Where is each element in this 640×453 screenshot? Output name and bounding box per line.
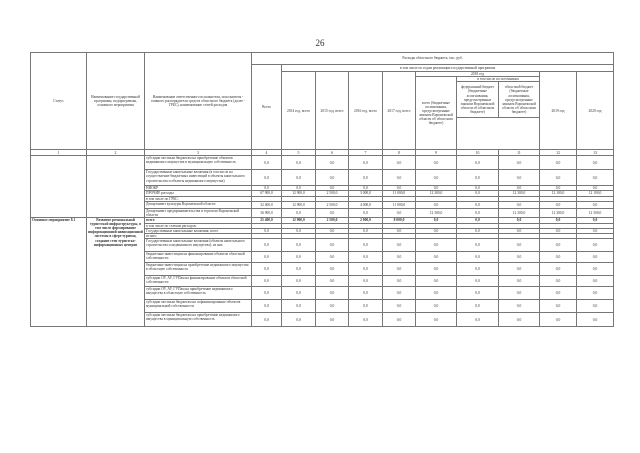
value-cell: 0,0 — [540, 229, 577, 234]
budget-table — [30, 52, 614, 327]
value-cell: 0,0 — [349, 313, 383, 327]
column-index-cell: 3 — [145, 150, 252, 156]
header-2020: 2020 год — [577, 72, 614, 150]
value-cell: 0,0 — [252, 263, 282, 276]
value-cell: 0,0 — [349, 287, 383, 300]
header-2019: 2019 год — [540, 72, 577, 150]
value-cell: 2 500,0 — [316, 217, 349, 223]
value-cell: 0,0 — [282, 208, 316, 217]
row-label: Государственные капитальные вложения (в том числе на осуществление бюджетных инвестиций в объекты капитального строительства и объекты недвижимого имущества) — [145, 170, 252, 186]
value-cell: 0,0 — [540, 186, 577, 191]
value-cell: 0,0 — [540, 201, 577, 208]
value-cell: 0,0 — [457, 229, 499, 234]
value-cell: 0,0 — [349, 252, 383, 263]
value-cell: 0,0 — [457, 170, 499, 186]
value-cell: 0,0 — [383, 208, 416, 217]
value-cell: 0,0 — [252, 186, 282, 191]
value-cell: 0,0 — [383, 239, 416, 252]
header-2018: 2018 год — [416, 72, 540, 77]
value-cell: 0,0 — [457, 300, 499, 313]
value-cell: 0,0 — [577, 239, 614, 252]
value-cell: 0,0 — [316, 239, 349, 252]
value-cell: 0,0 — [282, 300, 316, 313]
value-cell: 4 000,0 — [349, 201, 383, 208]
column-index-cell: 2 — [87, 150, 145, 156]
value-cell: 0,0 — [499, 229, 540, 234]
column-index-cell: 1 — [31, 150, 87, 156]
value-cell: 0,0 — [416, 313, 457, 327]
value-cell: 0,0 — [316, 170, 349, 186]
value-cell: 12 300,0 — [499, 191, 540, 196]
value-cell: 12 300,0 — [499, 208, 540, 217]
column-index-cell: 6 — [316, 150, 349, 156]
header-2018-total: всего (бюджетные ассигнования, предусмотренные законом Воронежской области об областном бюджете) — [416, 77, 457, 150]
value-cell: 0,0 — [577, 276, 614, 287]
value-cell: 0,0 — [316, 276, 349, 287]
column-index-cell: 9 — [416, 150, 457, 156]
value-cell: 0,0 — [282, 287, 316, 300]
row-label: всего — [145, 217, 252, 223]
column-index-cell: 10 — [457, 150, 499, 156]
value-cell: 0,0 — [416, 186, 457, 191]
value-cell: 0,0 — [252, 156, 282, 170]
value-cell: 8 000,0 — [383, 217, 416, 223]
value-cell: 0,0 — [416, 201, 457, 208]
value-cell: 12 300,0 — [577, 208, 614, 217]
value-cell: 0,0 — [282, 239, 316, 252]
value-cell: 0,0 — [383, 156, 416, 170]
value-cell: 0,0 — [282, 313, 316, 327]
page-number: 26 — [315, 38, 325, 48]
value-cell: 0,0 — [577, 201, 614, 208]
value-cell: 0,0 — [577, 287, 614, 300]
row-label: ПРОЧИЕ расходы — [145, 191, 252, 196]
column-index-cell: 11 — [499, 150, 540, 156]
value-cell: 0,0 — [383, 170, 416, 186]
value-cell: 0,0 — [383, 186, 416, 191]
value-cell: 2 500,0 — [316, 201, 349, 208]
value-cell: 0,0 — [499, 287, 540, 300]
value-cell: 0,0 — [383, 229, 416, 234]
value-cell: 0,0 — [252, 276, 282, 287]
row-label: Департамент культуры Воронежской области — [145, 201, 252, 208]
row-label: НИОКР — [145, 186, 252, 191]
value-cell: 12 300,0 — [416, 208, 457, 217]
value-cell: 0,0 — [416, 263, 457, 276]
header-obl-budget: областной бюджет (бюджетные ассигнования, предусмотренные законом Воронежской области об областном бюджете) — [499, 82, 540, 118]
table-row — [31, 156, 614, 170]
value-cell: 0,0 — [316, 300, 349, 313]
value-cell: 12 100,0 — [540, 191, 577, 196]
value-cell: 0,0 — [316, 156, 349, 170]
value-cell: 0,0 — [252, 170, 282, 186]
value-cell: 36 900,0 — [252, 208, 282, 217]
row-label: субсидии местным бюджетам на софинансирование объектов муниципальной собственности — [145, 300, 252, 313]
row-label: субсидии ОУ, АУ, ГУПам на финансирование объектов областной собственности — [145, 276, 252, 287]
value-cell: 0,0 — [252, 239, 282, 252]
value-cell: 0,0 — [540, 252, 577, 263]
row-label: из них: — [145, 234, 252, 239]
row-label: бюджетные инвестиции на финансирование объектов областной собственности — [145, 252, 252, 263]
value-cell: 0,0 — [499, 170, 540, 186]
value-cell: 0,0 — [540, 170, 577, 186]
value-cell: 0,0 — [499, 201, 540, 208]
value-cell: 0,0 — [457, 156, 499, 170]
value-cell: 2 000,0 — [349, 217, 383, 223]
value-cell: 0,0 — [316, 313, 349, 327]
value-cell: 0,0 — [416, 252, 457, 263]
value-cell: 0,0 — [457, 287, 499, 300]
value-cell: 0,0 — [252, 313, 282, 327]
value-cell: 0,0 — [499, 252, 540, 263]
header-2014: 2014 год, всего — [282, 72, 316, 150]
value-cell: 0,0 — [282, 186, 316, 191]
value-cell: 0,0 — [349, 229, 383, 234]
value-cell: 0,0 — [499, 217, 540, 223]
row-label: субсидии местным бюджетам на приобретение недвижимого имущества в муниципальную собственность — [145, 313, 252, 327]
value-cell: 0,0 — [349, 208, 383, 217]
value-cell: 0,0 — [349, 186, 383, 191]
value-cell: 12 300,0 — [416, 191, 457, 196]
value-cell: 0,0 — [282, 170, 316, 186]
column-index-cell: 5 — [282, 150, 316, 156]
value-cell: 0,0 — [577, 313, 614, 327]
value-cell: 0,0 — [540, 217, 577, 223]
header-2016: 2016 год, всего — [349, 72, 383, 150]
value-cell: 0,0 — [383, 276, 416, 287]
column-index-cell: 8 — [383, 150, 416, 156]
value-cell: 11 000,0 — [383, 191, 416, 196]
value-cell: 0,0 — [282, 263, 316, 276]
value-cell: 0,0 — [416, 229, 457, 234]
row-label: Государственные капитальные вложения, всего — [145, 229, 252, 234]
value-cell: 0,0 — [577, 252, 614, 263]
value-cell: 0,0 — [349, 239, 383, 252]
row-label: в том числе по ГРБС: — [145, 196, 252, 201]
value-cell: 0,0 — [577, 170, 614, 186]
header-status: Статус — [31, 53, 87, 150]
value-cell: 0,0 — [457, 217, 499, 223]
row-label: Государственные капитальные вложения (объекты капитального строительства и недвижимого имущества), из них — [145, 239, 252, 252]
value-cell: 0,0 — [383, 287, 416, 300]
value-cell: 0,0 — [316, 208, 349, 217]
header-executor: Наименование ответственного исполнителя, исполнителя - главного распорядителя средств областного бюджета (далее - ГРБС), наименование статей расходов — [145, 53, 252, 150]
value-cell: 0,0 — [252, 229, 282, 234]
value-cell: 12 900,0 — [282, 201, 316, 208]
row-label: субсидии ОУ, АУ, ГУПам на приобретение недвижимого имущества в областную собственность — [145, 287, 252, 300]
column-index-cell: 7 — [349, 150, 383, 156]
value-cell: 0,0 — [349, 276, 383, 287]
value-cell: 0,0 — [457, 276, 499, 287]
value-cell: 0,0 — [540, 263, 577, 276]
value-cell: 0,0 — [577, 263, 614, 276]
main-program-name-cell: Развитие региональной туристской инфраструктуры, в том числе формирование информационной навигационной системы в сфере туризма, создание сети туристско-информационных центров — [87, 217, 145, 326]
value-cell: 0,0 — [252, 287, 282, 300]
value-cell: 0,0 — [457, 191, 499, 196]
value-cell: 0,0 — [349, 263, 383, 276]
value-cell: 32 400,0 — [252, 201, 282, 208]
value-cell: 0,0 — [316, 186, 349, 191]
header-2015: 2015 год, всего — [316, 72, 349, 150]
value-cell: 0,0 — [282, 276, 316, 287]
value-cell: 0,0 — [282, 156, 316, 170]
value-cell: 0,0 — [416, 239, 457, 252]
value-cell: 0,0 — [499, 239, 540, 252]
value-cell: 3 000,0 — [349, 191, 383, 196]
empty-status-cell — [31, 156, 87, 218]
header-expenses-group: Расходы областного бюджета, тыс. руб. — [252, 53, 614, 65]
value-cell: 0,0 — [577, 156, 614, 170]
header-by-years: в том числе по годам реализации государственной программы — [282, 65, 614, 72]
value-cell: 12 100,0 — [577, 191, 614, 196]
value-cell: 0,0 — [577, 300, 614, 313]
value-cell: 12 900,0 — [282, 217, 316, 223]
value-cell: 0,0 — [383, 313, 416, 327]
value-cell: 0,0 — [349, 300, 383, 313]
value-cell: 0,0 — [416, 287, 457, 300]
value-cell: 0,0 — [499, 156, 540, 170]
value-cell: 0,0 — [316, 229, 349, 234]
value-cell: 0,0 — [416, 300, 457, 313]
column-index-cell: 12 — [540, 150, 577, 156]
value-cell: 0,0 — [349, 170, 383, 186]
value-cell: 0,0 — [457, 208, 499, 217]
value-cell: 0,0 — [540, 300, 577, 313]
value-cell: 0,0 — [383, 263, 416, 276]
value-cell: 25 400,0 — [252, 217, 282, 223]
main-status-cell: Основное мероприятие 8.1 — [31, 217, 87, 326]
value-cell: 0,0 — [499, 186, 540, 191]
value-cell: 0,0 — [577, 186, 614, 191]
value-cell: 2 500,0 — [316, 191, 349, 196]
value-cell: 11 000,0 — [383, 201, 416, 208]
value-cell: 12 900,0 — [282, 191, 316, 196]
value-cell: 0,0 — [383, 300, 416, 313]
value-cell: 0,0 — [316, 263, 349, 276]
header-2018-sources: в том числе по источникам — [457, 77, 540, 82]
value-cell: 0,0 — [316, 287, 349, 300]
value-cell: 0,0 — [540, 276, 577, 287]
value-cell: 0,0 — [577, 217, 614, 223]
value-cell: 0,0 — [457, 263, 499, 276]
value-cell: 0,0 — [383, 252, 416, 263]
header-fed-budget: федеральный бюджет (бюджетные ассигнования, предусмотренные законом Воронежской области об областном бюджете) — [457, 82, 499, 118]
value-cell: 0,0 — [457, 239, 499, 252]
value-cell: 0,0 — [416, 170, 457, 186]
value-cell: 0,0 — [316, 252, 349, 263]
header-program-name: Наименование государственной программы, подпрограммы, основного мероприятия — [87, 53, 145, 150]
value-cell: 0,0 — [252, 300, 282, 313]
row-label: бюджетные инвестиции на приобретение недвижимого имущества в областную собственность — [145, 263, 252, 276]
row-label: Департамент предпринимательства и торговли Воронежской области — [145, 208, 252, 217]
value-cell: 0,0 — [416, 276, 457, 287]
value-cell: 0,0 — [252, 252, 282, 263]
value-cell: 0,0 — [499, 300, 540, 313]
value-cell: 0,0 — [499, 276, 540, 287]
value-cell: 0,0 — [349, 156, 383, 170]
value-cell: 12 300,0 — [540, 208, 577, 217]
row-label: в том числе по статьям расходов: — [145, 223, 252, 228]
value-cell: 0,0 — [499, 313, 540, 327]
column-index-cell: 13 — [577, 150, 614, 156]
empty-program-cell — [87, 156, 145, 218]
value-cell: 0,0 — [457, 313, 499, 327]
value-cell: 0,0 — [577, 229, 614, 234]
header-2017: 2017 год, всего — [383, 72, 416, 150]
value-cell: 0,0 — [457, 201, 499, 208]
column-index-cell: 4 — [252, 150, 282, 156]
value-cell: 0,0 — [540, 156, 577, 170]
value-cell: 0,0 — [416, 156, 457, 170]
value-cell: 0,0 — [540, 239, 577, 252]
value-cell: 0,0 — [540, 287, 577, 300]
value-cell: 67 900,0 — [252, 191, 282, 196]
value-cell: 0,0 — [540, 313, 577, 327]
row-label: субсидии местным бюджетам на приобретение объектов недвижимого имущества в муниципальную собственность — [145, 156, 252, 170]
value-cell: 0,0 — [499, 263, 540, 276]
value-cell: 0,0 — [416, 217, 457, 223]
value-cell: 0,0 — [282, 229, 316, 234]
value-cell: 0,0 — [457, 252, 499, 263]
header-total: Всего — [252, 65, 282, 150]
value-cell: 0,0 — [282, 252, 316, 263]
value-cell: 0,0 — [457, 186, 499, 191]
